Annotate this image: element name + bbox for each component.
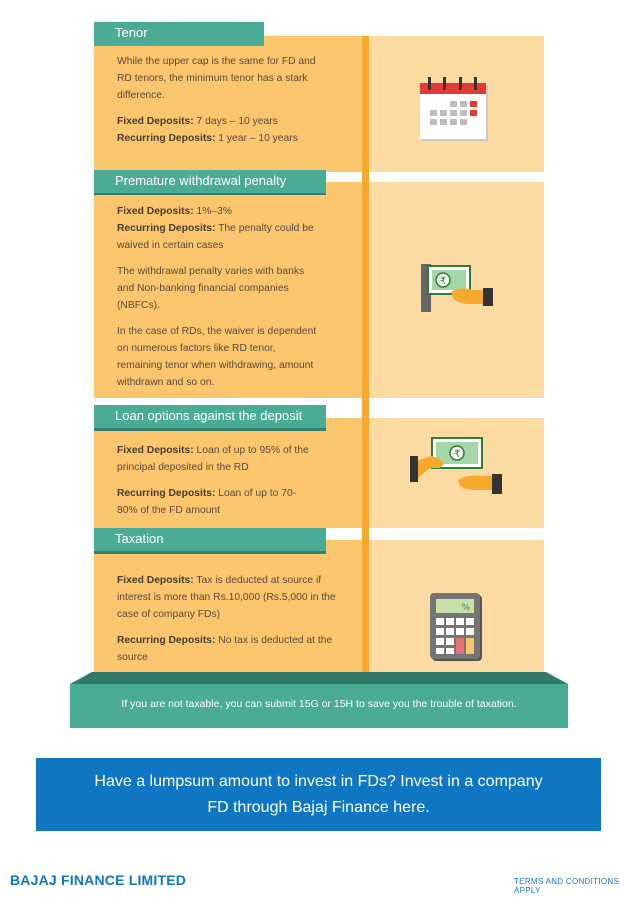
rupee-symbol: ₹ — [439, 276, 447, 287]
brand-logo-text: BAJAJ FINANCE LIMITED — [10, 872, 187, 888]
paragraph: While the upper cap is the same for FD and RD tenors, the minimum tenor has a stark difference. — [117, 56, 316, 101]
calendar-icon — [418, 77, 490, 143]
section-loan-title: Loan options against the deposit — [94, 405, 326, 428]
paragraph: Recurring Deposits: No tax is deducted at the source — [117, 635, 333, 663]
paragraph: Fixed Deposits: 1%–3% Recurring Deposits: The penalty could be waived in certain cases — [117, 206, 314, 251]
spine — [362, 36, 369, 684]
percent-symbol: % — [461, 603, 470, 613]
section-penalty-title: Premature withdrawal penalty — [94, 170, 326, 193]
paragraph: Recurring Deposits: Loan of up to 70-80% of the FD amount — [117, 488, 297, 516]
section-penalty-text — [117, 203, 317, 400]
terms-note[interactable]: TERMS AND CONDITIONS APPLY — [514, 877, 620, 895]
paragraph: In the case of RDs, the waiver is dependent on numerous factors like RD tenor, remaining tenor when withdrawing, amount withdrawn and so on. — [117, 326, 317, 388]
footer-note: If you are not taxable, you can submit 15G or 15H to save you the trouble of taxation. — [121, 698, 517, 710]
rupee-symbol: ₹ — [453, 449, 461, 460]
paragraph: Fixed Deposits: 7 days – 10 years Recurring Deposits: 1 year – 10 years — [117, 116, 298, 144]
paragraph: The withdrawal penalty varies with banks and Non-banking financial companies (NBFCs). — [117, 266, 305, 311]
cta-line-1: Have a lumpsum amount to invest in FDs? Invest in a company — [94, 773, 543, 790]
cta-line-2: FD through Bajaj Finance here. — [207, 799, 430, 816]
section-tax-title: Taxation — [94, 528, 326, 551]
paragraph: Fixed Deposits: Tax is deducted at source if interest is more than Rs.10,000 (Rs.5,000 in the case of company FDs) — [117, 575, 336, 620]
calculator-icon — [430, 593, 482, 661]
section-tenor-text — [117, 53, 327, 156]
section-tenor-title: Tenor — [94, 22, 264, 46]
section-tax-text — [117, 572, 337, 675]
paragraph: Fixed Deposits: Loan of up to 95% of the principal deposited in the RD — [117, 445, 309, 473]
cash-withdrawal-icon — [421, 260, 493, 316]
section-loan-text — [117, 442, 315, 528]
cta-banner[interactable] — [36, 758, 601, 831]
money-exchange-icon — [410, 436, 504, 500]
